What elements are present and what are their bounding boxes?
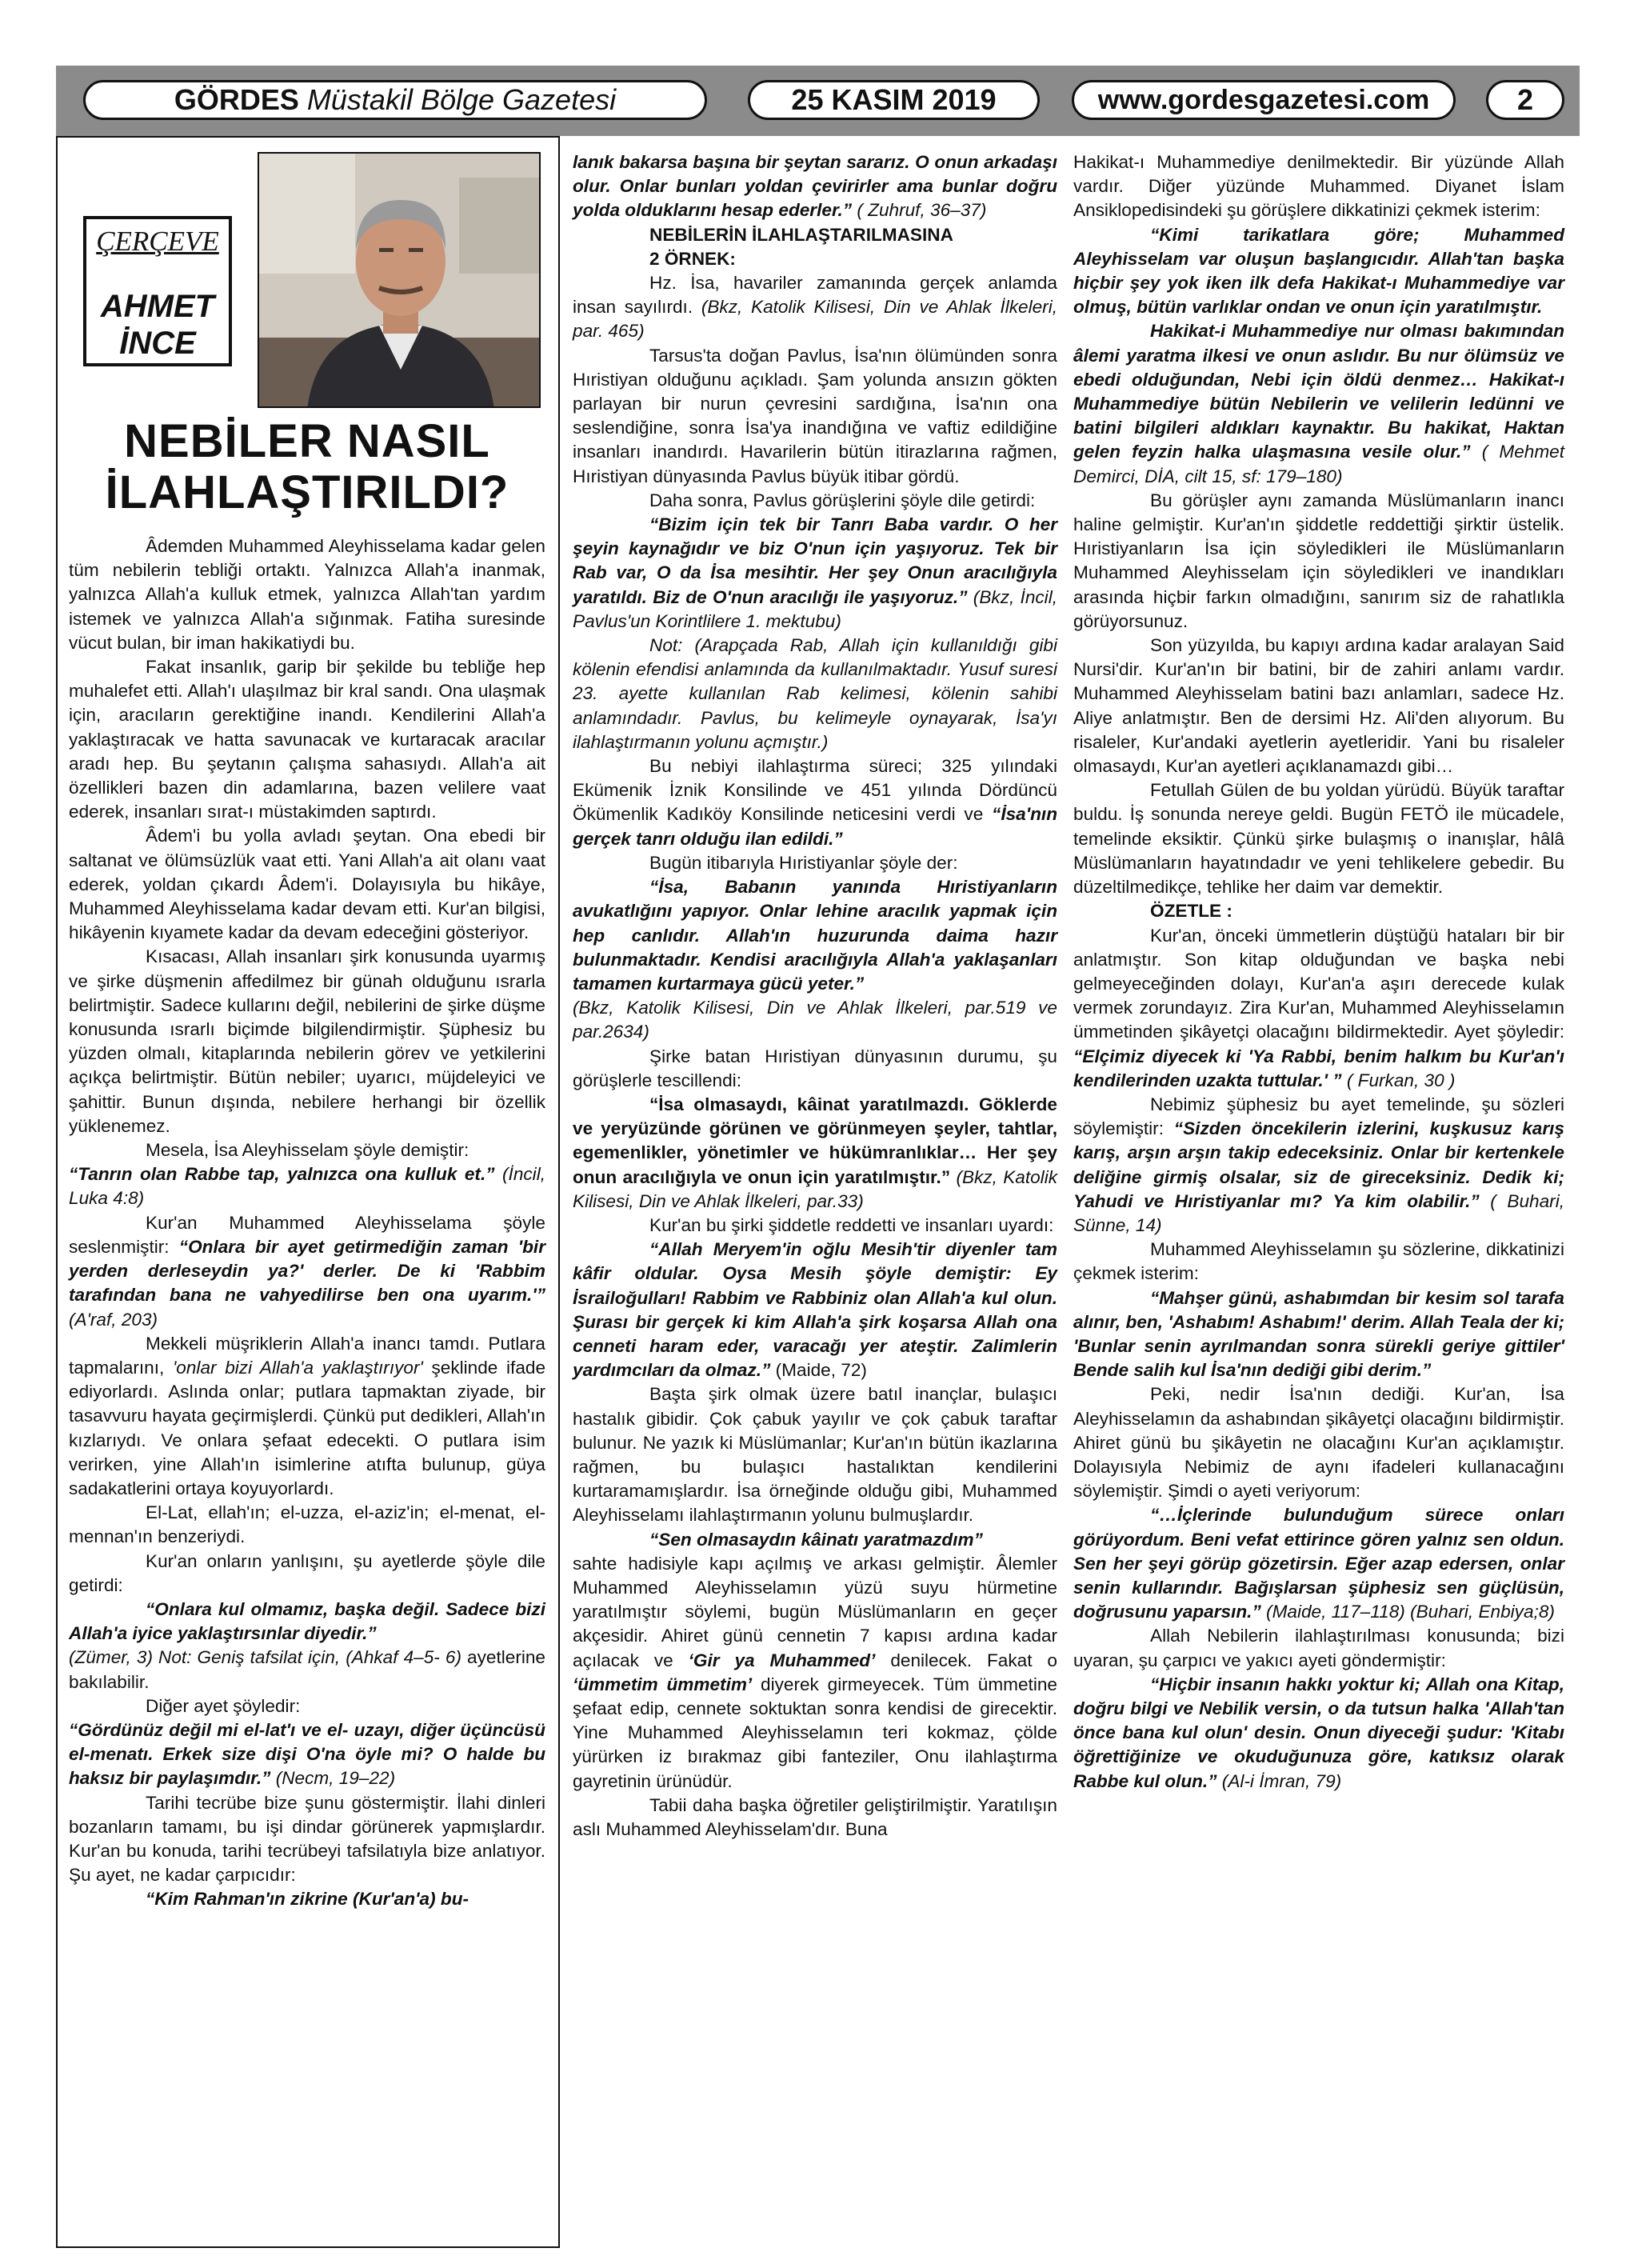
quote: “Onlara bir ayet getirmediğin zaman 'bir yerden derleseydin ya?' derler. De ki 'Rabbim tarafından bana ne vahyedilirse ben ona uyarım.'”	[69, 1236, 545, 1306]
citation: (Necm, 19–22)	[275, 1768, 396, 1789]
quote: “…İçlerinde bulunduğum sürece onları görüyordum. Beni vefat ettirince gören yalnız sen oldun. Sen her şeyi görüp gözetirsin. Eğer azap edersen, onlar senin kullarındır. Bağışlarsan şüphesiz sen güçlüsün, doğrusunu yaparsın.”	[1073, 1505, 1564, 1622]
paper-name: GÖRDES	[174, 83, 299, 116]
quote: “Kimi tarikatlara göre; Muhammed Aleyhisselam var oluşun başlangıcıdır. Allah'tan başka hiçbir şey yok iken ilk defa Hakikat-ı Muhammediye var olmuş, bütün varlıklar ondan ve onun için yaratılmıştır.	[1073, 224, 1564, 318]
paragraph: Hakikat-ı Muhammediye denilmektedir. Bir yüzünde Allah vardır. Diğer yüzünde Muhammed. Diyanet İslam Ansiklopedisindeki şu görüşlere dikkatinizi çekmek isterim:	[1073, 152, 1564, 221]
column-badge	[83, 216, 232, 366]
citation: (Bkz, Katolik Kilisesi, Din ve Ahlak İlkeleri, par.519 ve par.2634)	[573, 998, 1057, 1042]
citation: (İncil, Luka 4:8)	[69, 1164, 545, 1209]
article-headline	[69, 416, 545, 518]
citation: (A'raf, 203)	[69, 1309, 158, 1330]
citation: (Bkz, Katolik Kilisesi, Din ve Ahlak İlkeleri, par. 465)	[573, 297, 1057, 342]
paragraph: Nebimiz şüphesiz bu ayet temelinde, şu sözleri söylemiştir:	[1073, 1094, 1564, 1139]
paragraph: Fakat insanlık, garip bir şekilde bu tebliğe hep muhalefet etti. Allah'ı ulaşılmaz bir kral sandı. Ona ulaşmak için, aracıların gerektiğine inandı. Kendilerini Allah'a yaklaştıracak ve hatta savunacak ve kurtaracak aracılar aradı hep. Bu şeytanın çalışma sahasıydı. Allah'a ait özellikleri bazen din adamlarına, bazen velilere vaat ederek, insanları sırat-ı müstakimden saptırdı.	[69, 657, 545, 822]
citation: (Bkz, İncil, Pavlus'un Korintlilere 1. mektubu)	[573, 586, 1057, 631]
paragraph: Diğer ayet şöyledir:	[146, 1695, 301, 1716]
paragraph: Tabii daha başka öğretiler geliştirilmiştir. Yaratılışın aslı Muhammed Aleyhisselam'dır. Buna	[573, 1794, 1057, 1840]
section-heading: NEBİLERİN İLAHLAŞTARILMASINA	[649, 224, 953, 245]
citation: ( Mehmet Demirci, DİA, cilt 15, sf: 179–180)	[1073, 442, 1565, 486]
citation: ( Buhari, Sünne, 14)	[1073, 1190, 1565, 1235]
paragraph: Fetullah Gülen de bu yoldan yürüdü. Büyük taraftar buldu. İş sonunda nereye geldi. Bugün FETÖ ile mücadele, temelinde eksiktir. Çünkü şirke bulaşmış o inanışlar, hâlâ Müslümanların hayatındadır ve yeni tehlikelere gebedir. Bu düzeltilmedikçe, tehlike her daim var demektir.	[1073, 780, 1564, 898]
issue-date: 25 KASIM 2019	[748, 80, 1040, 120]
quote: 'onlar bizi Allah'a yaklaştırıyor'	[172, 1357, 423, 1378]
quote: “Hiçbir insanın hakkı yoktur ki; Allah ona Kitap, doğru bilgi ve Nebilik versin, o da tutsun halka 'Allah'tan önce bana kul olun' desin. Onun diyeceği şudur: 'Kitabı öğrettiğinize ve okuduğunuza göre, katıksız olarak Rabbe kul olun.”	[1073, 1674, 1564, 1791]
quote: “Gördünüz değil mi el-lat'ı ve el- uzayı, diğer üçüncüsü el-menatı. Erkek size dişi O'na öyle mi? O halde bu haksız bir paylaşımdır.”	[69, 1719, 545, 1789]
paragraph: denilecek. Fakat o	[890, 1650, 1057, 1670]
quote: “Onlara kul olmamız, başka değil. Sadece bizi Allah'a iyice yaklaştırsınlar diyedir.”	[69, 1598, 545, 1644]
website-link[interactable]: www.gordesgazetesi.com	[1072, 80, 1456, 120]
paragraph: Şirke batan Hıristiyan dünyasının durumu, şu görüşlerle tescillendi:	[573, 1046, 1057, 1090]
paragraph: Kısacası, Allah insanları şirk konusunda uyarmış ve şirke düşmenin affedilmez bir günah olduğunu ısrarla belirtmiştir. Sadece kullarını değil, nebilerini de şirke düşme konusunda ısrarlı biçimde bilgilendirmiştir. Şüphesiz bu yüzden olmalı, kitaplarında nebilerin görev ve yetkilerini açıkça belirtmiştir. Bütün nebiler; uyarıcı, müjdeleyici ve şahittir. Bunun dışında, nebilere herhangi bir özellik yüklenemez.	[69, 946, 545, 1136]
paragraph: sahte hadisiyle kapı açılmış ve arkası gelmiştir. Âlemler Muhammed Aleyhisselamın yüzü suyu hürmetine yaratılmıştır söylemi, bugün Müslümanların en geçer akçesidir. Ahiret günü cennetin 7 kapısı ardına kadar açılacak ve	[573, 1553, 1057, 1670]
author-last-name: İNCE	[119, 326, 196, 361]
citation: (Zümer, 3) Not: Geniş tafsilat için, (Ahkaf 4–5- 6)	[69, 1647, 461, 1668]
paragraph: Hz. İsa, havariler zamanında gerçek anlamda insan sayılırdı.	[573, 273, 1057, 318]
article-column-1	[69, 534, 545, 1912]
citation: (Al-i İmran, 79)	[1221, 1770, 1342, 1791]
paper-tagline: Müstakil Bölge Gazetesi	[306, 83, 617, 116]
paragraph: Kur'an bu şirki şiddetle reddetti ve insanları uyardı:	[649, 1214, 1054, 1235]
paragraph: El-Lat, ellah'ın; el-uzza, el-aziz'in; el-menat, el-mennan'ın benzeriydi.	[69, 1502, 545, 1547]
quote: “İsa olmasaydı, kâinat yaratılmazdı. Göklerde ve yeryüzünde görünen ve görünmeyen şeyler, tahtlar, egemenlikler, yönetimler ve hükümranlıklar… Her şey onun aracılığıyla ve onun için yaratılmıştır.”	[573, 1094, 1057, 1187]
author-name	[86, 288, 229, 362]
paragraph: Peki, nedir İsa'nın dediği. Kur'an, İsa Aleyhisselamın da ashabından şikâyetçi olacağını bildirmiştir. Ahiret günü bu şikâyetin ne olacağını Kur'an açıklamıştır. Dolayısıyla Nebimiz de aynı ifadeleri kullanacağını söylemiştir. Şimdi o ayeti veriyorum:	[1073, 1384, 1564, 1502]
paragraph: Kur'an, önceki ümmetlerin düştüğü hataları bir bir anlatmıştır. Son kitap olduğundan ve başka nebi gelmeyeceğinden dolayı, Kur'an'a aşırı derecede kulak vermek zorundayız. Zira Kur'an, Muhammed Aleyhisselamın ümmetinden şikâyetçi olacağını bildirmektedir. Ayet şöyledir:	[1073, 925, 1564, 1042]
quote: Hakikat-i Muhammediye nur olması bakımından âlemi yaratma ilkesi ve onun aslıdır. Bu nur ölümsüz ve ebedi olduğundan, Nebi için öldü denmez… Hakikat-ı Muhammediye bütün Nebilerin ve velilerin ledünni ve batini bilgileri aldıkları kaynaktır. Bu hakikat, Haktan gelen feyzin halka ulaşmasına vesile olur.”	[1073, 321, 1564, 462]
quote: ‘ümmetim ümmetim’	[573, 1674, 753, 1694]
quote: “Tanrın olan Rabbe tap, yalnızca ona kulluk et.”	[69, 1164, 495, 1185]
author-photo	[258, 152, 541, 408]
section-heading: ÖZETLE :	[1150, 901, 1232, 922]
paragraph: Bugün itibarıyla Hıristiyanlar şöyle der:	[649, 852, 958, 873]
article-column-2	[573, 150, 1057, 1842]
paragraph: Tarsus'ta doğan Pavlus, İsa'nın ölümünden sonra Hıristiyan olduğunu açıkladı. Şam yolunda ansızın gökten parlayan bir nurun çevresini sardığına, İsa'nın ona seslendiğine, sonra İsa'ya inandığına ve vaftiz edildiğine insanları inandırdı. Havarilerin bütün itirazlarına rağmen, Hıristiyan dünyasında Pavlus büyük itibar gördü.	[573, 345, 1057, 486]
quote: “İsa, Babanın yanında Hıristiyanların avukatlığını yapıyor. Onlar lehine aracılık yapmak için hep canlıdır. Allah'ın huzurunda daima hazır bulunmaktadır. Kendisi aracılığıyla Allah'a yaklaşanları tamamen kurtarmaya gücü yeter.”	[573, 877, 1057, 994]
quote: ‘Gir ya Muhammed’	[688, 1650, 876, 1670]
page-number: 2	[1486, 80, 1564, 120]
paragraph: Âdemden Muhammed Aleyhisselama kadar gelen tüm nebilerin tebliği ortaktı. Yalnızca Allah'a inanmak, yalnızca Allah'a kulluk etmek, yalnızca Allah'tan yardım istemek ve yalnızca Allah'a sığınmak. Fatiha suresinde vücut bulan, bir iman hakikatiydi bu.	[69, 536, 545, 653]
paragraph: Muhammed Aleyhisselamın şu sözlerine, dikkatinizi çekmek isterim:	[1073, 1239, 1564, 1284]
quote: “Sen olmasaydın kâinatı yaratmazdım”	[649, 1529, 983, 1550]
citation: (Bkz, Katolik Kilisesi, Din ve Ahlak İlkeleri, par.33)	[573, 1166, 1058, 1211]
paragraph: Son yüzyılda, bu kapıyı ardına kadar aralayan Said Nursi'dir. Kur'an'ın bir batini, bir de zahiri anlamı vardır. Muhammed Aleyhisselam batini bazı anlamları, sadece Hz. Aliye anlatmıştır. Ben de dersimi Hz. Ali'den alıyorum. Bu risaleler, Kur'andaki ayetlerin ayetleridir. Yani bu risaleler olmasaydı, Kur'an ayetleri açıklanamazdı gibi…	[1073, 635, 1564, 777]
paragraph: Daha sonra, Pavlus görüşlerini şöyle dile getirdi:	[649, 490, 1036, 510]
paragraph: ayetlerine bakılabilir.	[69, 1647, 545, 1692]
paragraph: Bu görüşler aynı zamanda Müslümanların inancı haline gelmiştir. Kur'an'ın şiddetle reddettiği şirktir üstelik. Hıristiyanların İsa için söyledikleri ile Müslümanların Muhammed Aleyhisselam için söyledikleri ve inandıkları arasında hiçbir farkın olmadığını, sanırım siz de rahatlıkla görüyorsunuz.	[1073, 490, 1564, 631]
citation: ( Furkan, 30 )	[1346, 1070, 1456, 1090]
paragraph: Kur'an Muhammed Aleyhisselama şöyle seslenmiştir:	[69, 1212, 545, 1257]
quote: “Elçimiz diyecek ki 'Ya Rabbi, benim halkım bu Kur'an'ı kendilerinden uzakta tuttular.' ”	[1073, 1046, 1564, 1090]
quote: lanık bakarsa başına bir şeytan sararız. O onun arkadaşı olur. Onlar bunları yoldan çevirirler ama bunlar doğru yolda olduklarını hesap ederler.”	[573, 152, 1057, 221]
paragraph: Bu nebiyi ilahlaştırma süreci; 325 yılındaki Ekümenik İznik Konsilinde ve 451 yılında Dördüncü Ökümenlik Kadıköy Konsilinde neticesini verdi ve	[573, 756, 1057, 825]
paragraph: Mekkeli müşriklerin Allah'a inancı tamdı. Putlara tapmalarını,	[69, 1333, 545, 1378]
author-first-name: AHMET	[100, 289, 215, 324]
note: Not: (Arapçada Rab, Allah için kullanıldığı gibi kölenin efendisi anlamında da kullanılmaktadır. Yusuf suresi 23. ayette kullanılan Rab kelimesi, kölenin sahibi anlamındadır. Pavlus, bu kelimeyle oynayarak, İsa'yı ilahlaştırmanın yolunu açmıştır.)	[573, 635, 1057, 752]
quote: “Kim Rahman'ın zikrine (Kur'an'a) bu-	[146, 1889, 469, 1910]
quote: “Sizden öncekilerin izlerini, kuşkusuz karış karış, arşın arşın takip edeceksiniz. Onlar bir kertenkele deliğine girmiş olsalar, siz de gireceksiniz. Dedik ki; Yahudi ve Hıristiyanlar mı? Ya kim olabilir.”	[1073, 1118, 1564, 1211]
author-portrait-icon	[259, 154, 541, 408]
citation: (Maide, 72)	[775, 1360, 867, 1381]
paragraph: Kur'an onların yanlışını, şu ayetlerde şöyle dile getirdi:	[69, 1550, 545, 1595]
citation: (Maide, 117–118) (Buhari, Enbiya;8)	[1266, 1602, 1555, 1622]
paragraph: şeklinde ifade ediyorlardı. Aslında onlar; putlara tapmaktan ziyade, bir tasavvuru hayata geçirmişlerdi. Çünkü put dedikleri, Allah'ın kızlarıydı. Ve onlara şefaat edecekti. O putlara isim verirken, yine Allah'ın isimlerine atıfta bulunup, güya sadakatlerini ortaya koyuyorlardı.	[69, 1357, 546, 1498]
article-column-3	[1073, 150, 1564, 1794]
quote: “Bizim için tek bir Tanrı Baba vardır. O her şeyin kaynağıdır ve biz O'nun için yaşıyoruz. Tek bir Rab var, O da İsa mesihtir. Her şey Onun aracılığıyla yaratıldı. Biz de O'nun aracılığı ile yaşıyoruz.”	[573, 514, 1057, 607]
paragraph: Başta şirk olmak üzere batıl inançlar, bulaşıcı hastalık gibidir. Çok çabuk yayılır ve çok çabuk taraftar bulunur. Ne yazık ki Müslümanlar; Kur'an'ın bütün ikazlarına rağmen, bu bulaşıcı hastalıktan kendilerini kurtaramamışlardır. İsa örneğinde olduğu gibi, Muhammed Aleyhisselamı ilahlaştırmanın yolunu bulmuşlardır.	[573, 1384, 1057, 1526]
paragraph: Tarihi tecrübe bize şunu göstermiştir. İlahi dinleri bozanların tamamı, bu işi dindar görünerek yapmışlardır. Kur'an bu konuda, tarihi tecrübeyi tafsilatıyla bize anlatıyor. Şu ayet, ne kadar çarpıcıdır:	[69, 1792, 545, 1886]
headline-line-2: İLAHLAŞTIRILDI?	[105, 466, 509, 518]
section-heading: 2 ÖRNEK:	[649, 248, 736, 269]
quote: “İsa'nın gerçek tanrı olduğu ilan edildi.”	[573, 804, 1057, 849]
paper-name-badge	[83, 80, 707, 120]
citation: ( Zuhruf, 36–37)	[857, 200, 987, 221]
quote: “Allah Meryem'in oğlu Mesih'tir diyenler tam kâfir oldular. Oysa Mesih şöyle demiştir: Ey İsrailoğulları! Rabbim ve Rabbiniz olan Allah'a kul olun. Şurası bir gerçek ki kim Allah'a şirk koşarsa Allah ona cenneti haram eder, varacağı yer ateştir. Zalimlerin yardımcıları da olmaz.”	[573, 1239, 1057, 1381]
paragraph: Âdem'i bu yolla avladı şeytan. Ona ebedi bir saltanat ve ölümsüzlük vaat etti. Yani Allah'a ait olanı vaat ederek, yoldan çıkardı Âdem'i. Dolayısıyla bu hikâye, Muhammed Aleyhisselama kadar devam etti. Kur'an bilgisi, hikâyenin kıyamete kadar da devam edeceğini gösteriyor.	[69, 826, 545, 943]
quote: “Mahşer günü, ashabımdan bir kesim sol tarafa alınır, ben, 'Ashabım! Ashabım!' derim. Allah Teala der ki; 'Bunlar senin ayrılmandan sonra sürekli geriye gittiler' Bende salih kul İsa'nın dediği gibi derim.”	[1073, 1287, 1564, 1381]
paragraph: diyerek girmeyecek. Tüm ümmetine şefaat edip, cennete soktuktan sonra kendisi de girecektir. Yine Muhammed Aleyhisselamın teri kokmaz, çölde yürürken iz bırakmaz gibi fanteziler, Onu ilahlaştırma gayretinin ürünüdür.	[573, 1674, 1057, 1791]
paragraph: Allah Nebilerin ilahlaştırılması konusunda; bizi uyaran, şu çarpıcı ve yakıcı ayeti göndermiştir:	[1073, 1626, 1564, 1670]
column-name: ÇERÇEVE	[96, 226, 219, 257]
headline-line-1: NEBİLER NASIL	[124, 415, 490, 467]
paragraph: Mesela, İsa Aleyhisselam şöyle demiştir:	[146, 1140, 469, 1161]
